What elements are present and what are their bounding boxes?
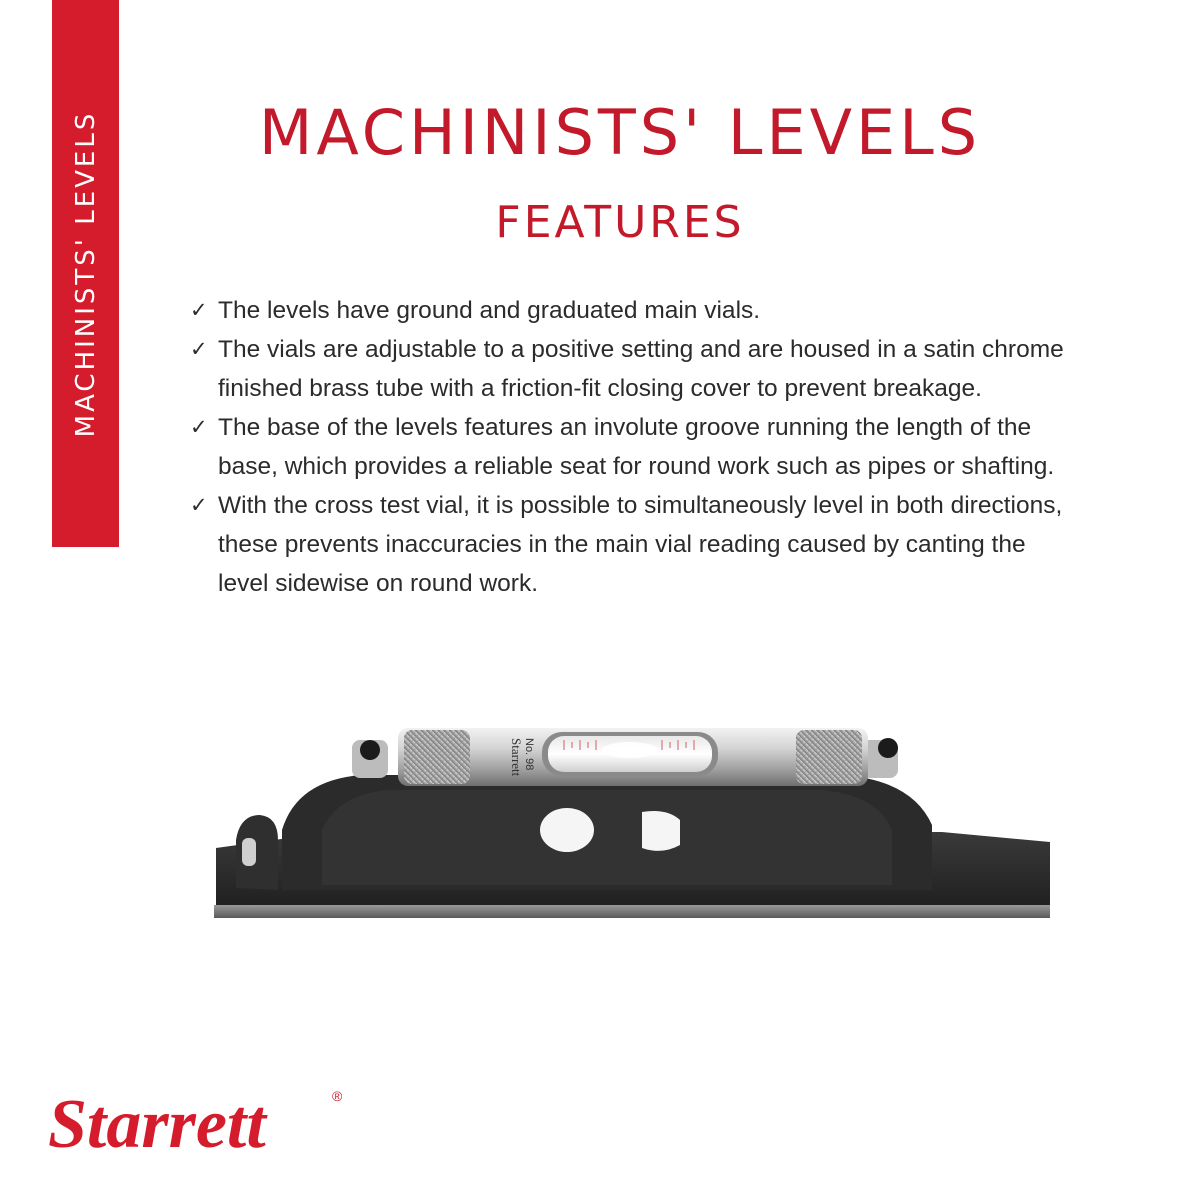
registered-mark: ® bbox=[332, 1088, 343, 1104]
feature-text: The levels have ground and graduated main vials. bbox=[218, 297, 761, 324]
adjust-screw-left bbox=[360, 740, 380, 760]
page-subtitle: FEATURES bbox=[495, 197, 745, 248]
side-band-label: MACHINISTS' LEVELS bbox=[70, 110, 101, 437]
frame-opening-left bbox=[540, 808, 594, 852]
feature-item bbox=[188, 486, 1068, 603]
feature-text: The vials are adjustable to a positive setting and are housed in a satin chrome finished brass tube with a friction-fit closing cover to prevent breakage. bbox=[218, 336, 1064, 402]
vial-bubble bbox=[602, 742, 658, 758]
feature-item bbox=[188, 408, 1068, 486]
vial-label-number: No. 98 bbox=[523, 738, 535, 771]
page-title: MACHINISTS' LEVELS bbox=[258, 96, 982, 169]
feature-text: The base of the levels features an involute groove running the length of the base, which provides a reliable seat for round work such as pipes or shafting. bbox=[218, 414, 1055, 480]
features-list bbox=[188, 291, 1068, 603]
knurled-cap-right bbox=[796, 730, 862, 784]
logo-text: Starrett bbox=[48, 1086, 266, 1163]
level-base-edge bbox=[214, 905, 1050, 918]
adjust-screw-right bbox=[878, 738, 898, 758]
side-band bbox=[52, 0, 119, 547]
check-icon: ✓ bbox=[190, 299, 208, 322]
check-icon: ✓ bbox=[190, 338, 208, 361]
frame-opening-right bbox=[642, 811, 680, 851]
starrett-logo bbox=[48, 1075, 348, 1165]
cross-vial bbox=[242, 838, 256, 866]
knurled-cap-left bbox=[404, 730, 470, 784]
product-image bbox=[212, 720, 1052, 930]
check-icon: ✓ bbox=[190, 494, 208, 517]
vial-label-brand: Starrett bbox=[509, 738, 524, 777]
feature-text: With the cross test vial, it is possible to simultaneously level in both directions, these prevents inaccuracies in the main vial reading caused by canting the level sidewise on round work. bbox=[218, 492, 1063, 597]
feature-item bbox=[188, 291, 1068, 330]
check-icon: ✓ bbox=[190, 416, 208, 439]
feature-item bbox=[188, 330, 1068, 408]
